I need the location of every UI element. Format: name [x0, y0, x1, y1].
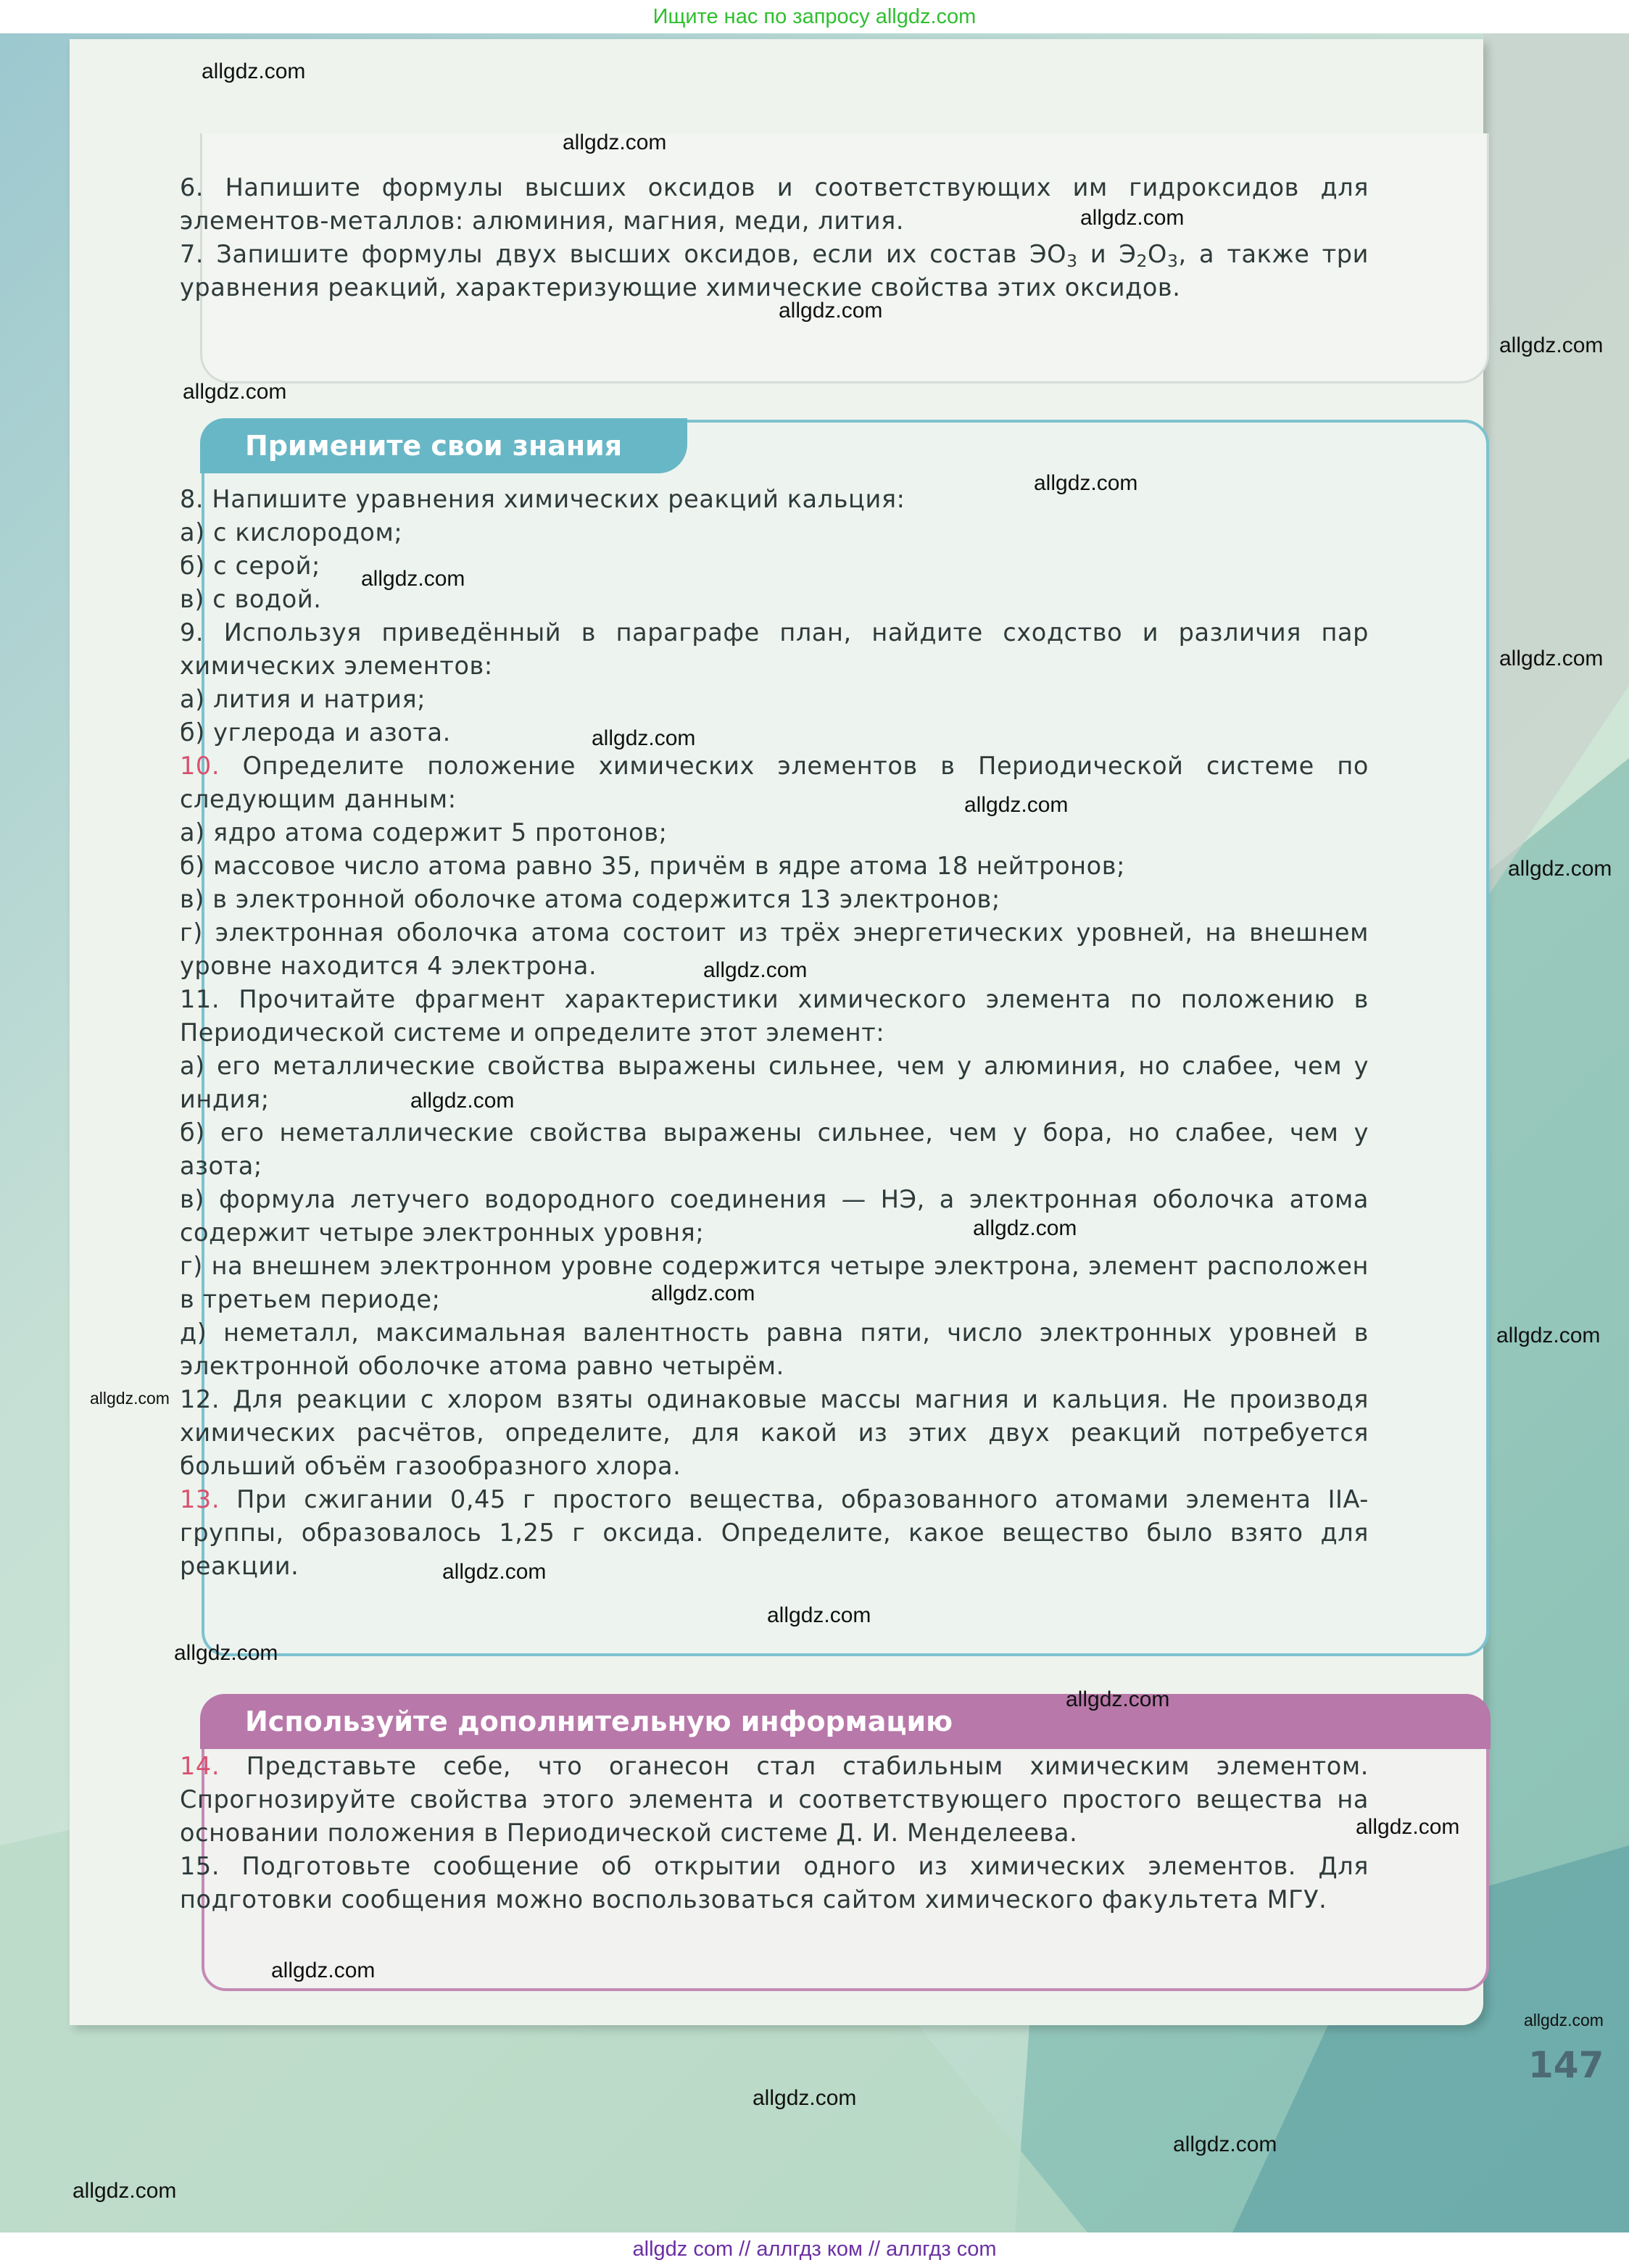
- watermark: allgdz.com: [1508, 857, 1612, 881]
- watermark: allgdz.com: [651, 1282, 755, 1305]
- task-13-number: 13.: [180, 1485, 220, 1513]
- watermark: allgdz.com: [1524, 2011, 1604, 2030]
- watermark: allgdz.com: [1173, 2132, 1277, 2156]
- task-10b: б) массовое число атома равно 35, причём в ядре атома 18 нейтронов;: [180, 852, 1125, 880]
- watermark: allgdz.com: [183, 380, 287, 404]
- watermark: allgdz.com: [703, 958, 808, 982]
- task-12: 12. Для реакции с хлором взяты одинаковые массы магния и кальция. Не производя химических расчётов, определите, для какой из этих двух реакций потребуется больший объём газообразного хлора.: [180, 1385, 1369, 1480]
- task-8: 8. Напишите уравнения химических реакций кальция:: [180, 485, 905, 513]
- watermark: allgdz.com: [1496, 1324, 1601, 1347]
- task-6: 6. Напишите формулы высших оксидов и соответствующих им гидроксидов для элементов-металлов: алюминия, магния, меди, лития.: [180, 173, 1369, 235]
- apply-knowledge-header: Примените свои знания: [200, 418, 687, 473]
- task-11c: в) формула летучего водородного соединения — НЭ, а электронная оболочка атома содержит четыре электронных уровня;: [180, 1185, 1369, 1247]
- task-8a: а) с кислородом;: [180, 518, 403, 547]
- task-10c: в) в электронной оболочке атома содержится 13 электронов;: [180, 885, 1000, 913]
- watermark: allgdz.com: [767, 1603, 871, 1627]
- task-11a: а) его металлические свойства выражены сильнее, чем у алюминия, но слабее, чем у индия;: [180, 1052, 1369, 1113]
- watermark: allgdz.com: [361, 567, 465, 591]
- task-8c: в) с водой.: [180, 585, 322, 613]
- task-15: 15. Подготовьте сообщение об открытии одного из химических элементов. Для подготовки сообщения можно воспользоваться сайтом химического факультета МГУ.: [180, 1852, 1369, 1914]
- watermark: allgdz.com: [1034, 471, 1138, 495]
- watermark: allgdz.com: [779, 299, 883, 323]
- task-14: 14. Представьте себе, что оганесон стал стабильным химическим элементом. Спрогнозируйте свойства этого элемента и соответствующего простого вещества на основании положения в Периодической системе Д. И. Менделеева.: [180, 1752, 1369, 1847]
- scanned-page: [0, 33, 1629, 2232]
- watermark: allgdz.com: [1499, 647, 1604, 670]
- watermark: allgdz.com: [1080, 206, 1185, 230]
- watermark: allgdz.com: [174, 1641, 278, 1665]
- watermark: allgdz.com: [563, 130, 667, 154]
- watermark: allgdz.com: [1499, 333, 1604, 357]
- watermark: allgdz.com: [592, 726, 696, 750]
- watermark: allgdz.com: [90, 1389, 170, 1408]
- additional-info-text: [180, 1750, 1369, 1916]
- watermark: allgdz.com: [202, 59, 306, 83]
- task-10a: а) ядро атома содержит 5 протонов;: [180, 818, 668, 847]
- task-13: 13. При сжигании 0,45 г простого вещества, образованного атомами элемента IIA-группы, образовалось 1,25 г оксида. Определите, какое вещество было взято для реакции.: [180, 1485, 1369, 1580]
- task-7: 7. Запишите формулы двух высших оксидов, если их состав $ЭО_3$ и $Э_2O_3$, а также три уравнения реакций, характеризующие химические свойства этих оксидов.: [180, 240, 1369, 302]
- task-11e: д) неметалл, максимальная валентность равна пяти, число электронных уровней в электронной оболочке атома равно четырём.: [180, 1318, 1369, 1380]
- apply-knowledge-text: [180, 483, 1369, 1583]
- bottom-banner[interactable]: allgdz com // аллгдз ком // аллгдз com: [632, 2238, 997, 2261]
- watermark: allgdz.com: [442, 1560, 547, 1584]
- task-9b: б) углерода и азота.: [180, 718, 451, 747]
- watermark: allgdz.com: [753, 2086, 857, 2110]
- task-9: 9. Используя приведённый в параграфе план, найдите сходство и различия пар химических элементов:: [180, 618, 1369, 680]
- questions-text: [180, 171, 1369, 304]
- watermark: allgdz.com: [973, 1216, 1077, 1240]
- task-14-number: 14.: [180, 1752, 220, 1780]
- additional-info-header: Используйте дополнительную информацию: [200, 1694, 1491, 1749]
- task-10d: г) электронная оболочка атома состоит из трёх энергетических уровней, на внешнем уровне находится 4 электрона.: [180, 918, 1369, 980]
- task-8b: б) с серой;: [180, 552, 320, 580]
- task-11d: г) на внешнем электронном уровне содержится четыре электрона, элемент расположен в третьем периоде;: [180, 1252, 1369, 1313]
- top-banner[interactable]: Ищите нас по запросу allgdz.com: [652, 5, 977, 28]
- page-number: 147: [1528, 2044, 1604, 2086]
- watermark: allgdz.com: [72, 2179, 177, 2203]
- watermark: allgdz.com: [410, 1089, 515, 1113]
- watermark: allgdz.com: [271, 1958, 376, 1982]
- watermark: allgdz.com: [964, 793, 1069, 817]
- task-10-number: 10.: [180, 752, 220, 780]
- watermark: allgdz.com: [1066, 1687, 1170, 1711]
- watermark: allgdz.com: [1356, 1815, 1460, 1839]
- task-11: 11. Прочитайте фрагмент характеристики химического элемента по положению в Периодической системе и определите этот элемент:: [180, 985, 1369, 1047]
- task-9a: а) лития и натрия;: [180, 685, 426, 713]
- task-11b: б) его неметаллические свойства выражены сильнее, чем у бора, но слабее, чем у азота;: [180, 1118, 1369, 1180]
- task-10: 10. Определите положение химических элементов в Периодической системе по следующим данным:: [180, 752, 1369, 813]
